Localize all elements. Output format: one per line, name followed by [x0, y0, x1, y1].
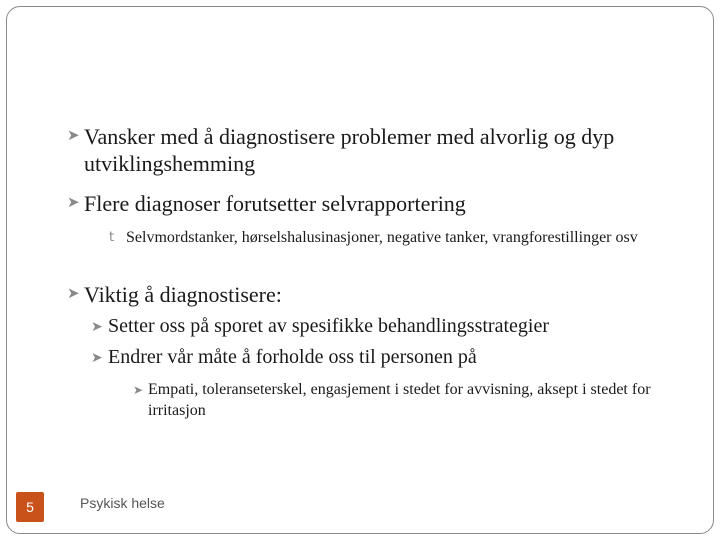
- bullet-text: Selvmordstanker, hørselshalusinasjoner, negative tanker, vrangforestillinger osv: [126, 229, 638, 246]
- bullet-arrow-icon: ➤: [91, 320, 103, 335]
- bullet-text: Empati, toleranseterskel, engasjement i stedet for avvisning, aksept i stedet for irritasjon: [148, 381, 651, 419]
- bullet-important: [67, 281, 664, 308]
- bullet-arrow-icon: ➤: [67, 286, 80, 302]
- bullet-text: Vansker med å diagnostisere problemer med alvorlig og dyp utviklingshemming: [84, 124, 615, 176]
- bullet-self-report: [67, 190, 664, 217]
- bullet-strategies: [91, 314, 668, 339]
- bullet-text: Viktig å diagnostisere:: [84, 282, 282, 307]
- bullet-text: Setter oss på sporet av spesifikke behandlingsstrategier: [108, 315, 549, 337]
- bullet-diagnosis-difficulty: [67, 123, 664, 177]
- footer-label: Psykisk helse: [80, 495, 165, 511]
- bullet-text: Endrer vår måte å forholde oss til personen på: [108, 346, 477, 368]
- bullet-arrow-icon: ➤: [91, 351, 103, 366]
- bullet-arrow-icon: ➤: [67, 128, 80, 144]
- bullet-empathy: [133, 379, 668, 421]
- bullet-symptoms: [109, 227, 646, 248]
- slide-number-badge: 5: [16, 492, 44, 522]
- bullet-arrow-icon: ➤: [133, 383, 144, 397]
- bullet-marker: t: [109, 230, 115, 245]
- bullet-approach: [91, 345, 668, 370]
- bullet-text: Flere diagnoser forutsetter selvrapportering: [84, 191, 466, 216]
- bullet-arrow-icon: ➤: [67, 195, 80, 211]
